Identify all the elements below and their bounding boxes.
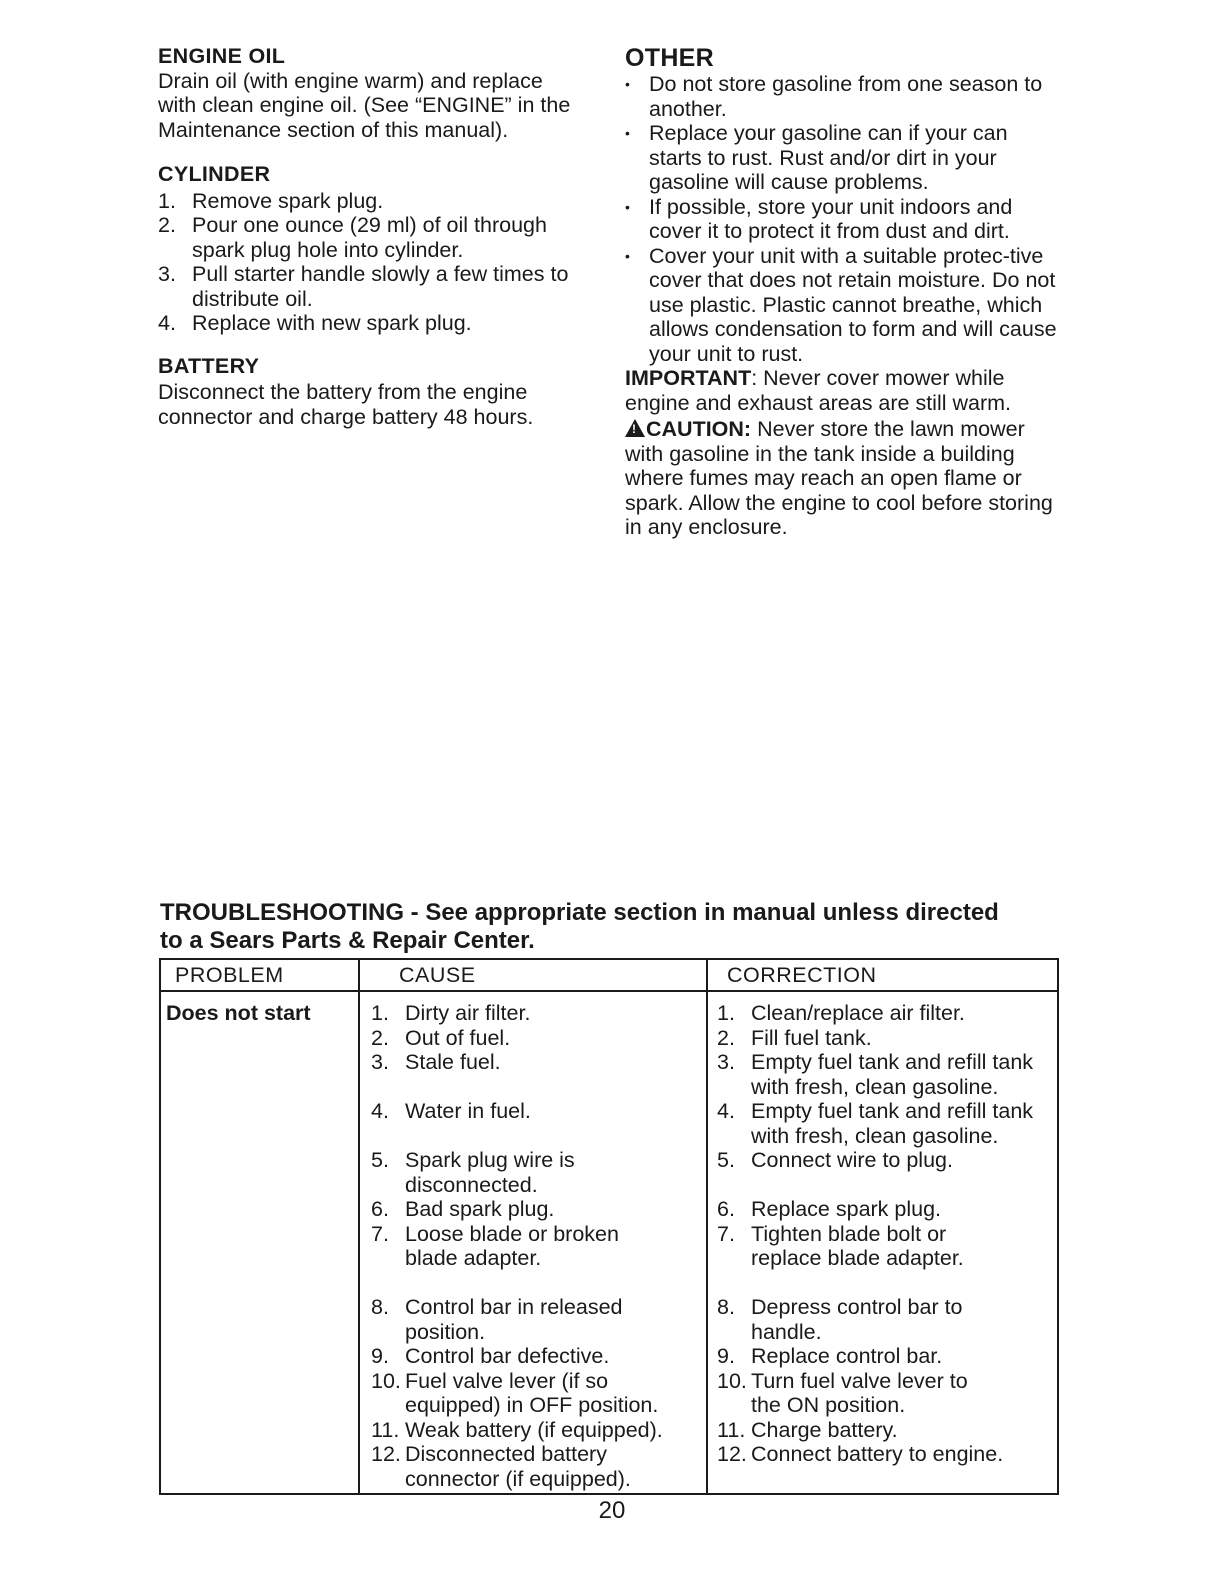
spacer — [371, 1124, 701, 1149]
important-note — [625, 366, 1050, 415]
table-row — [717, 1295, 1057, 1344]
list-item — [158, 262, 608, 311]
engine-oil-heading: ENGINE OIL — [158, 44, 286, 68]
table-row — [371, 1295, 701, 1344]
table-row — [371, 1148, 701, 1197]
table-row — [717, 1442, 1057, 1467]
troubleshooting-title-line: TROUBLESHOOTING - See appropriate section in manual unless directed — [160, 899, 999, 926]
header-divider — [161, 990, 1057, 992]
column-divider — [358, 960, 360, 1493]
list-item — [158, 213, 608, 262]
step-number: 2. — [158, 213, 176, 237]
caution-note — [625, 417, 1055, 540]
correction-number: 10. — [717, 1368, 747, 1393]
correction-number: 2. — [717, 1025, 735, 1050]
correction-text: Empty fuel tank and refill tank with fresh, clean gasoline. — [751, 1099, 1034, 1148]
table-row — [717, 1418, 1057, 1443]
spacer — [717, 1271, 1057, 1296]
cause-number: 12. — [371, 1442, 401, 1466]
correction-number: 8. — [717, 1295, 735, 1319]
cause-number: 6. — [371, 1197, 389, 1221]
cause-text: Out of fuel. — [405, 1025, 511, 1050]
important-label: IMPORTANT — [625, 366, 752, 390]
table-row — [717, 1026, 1057, 1051]
correction-text: Replace spark plug. — [751, 1197, 942, 1221]
cause-text: Control bar defective. — [405, 1344, 610, 1368]
correction-text: Depress control bar to handle. — [751, 1295, 963, 1344]
bullet-text: Cover your unit with a suitable protec-tive cover that does not retain moisture. Do not use plastic. Plastic cannot breathe, which allows condensation to form and will cause your unit to rust. — [649, 243, 1057, 366]
cause-number: 4. — [371, 1099, 389, 1123]
cause-number: 3. — [371, 1050, 389, 1074]
cause-text: Spark plug wire is disconnected. — [405, 1148, 575, 1197]
other-heading: OTHER — [625, 44, 714, 72]
important-text: : Never cover mower while engine and exhaust areas are still warm. — [625, 366, 1012, 415]
correction-number: 11. — [717, 1417, 746, 1442]
step-text: Remove spark plug. — [192, 188, 384, 213]
cause-number: 5. — [371, 1148, 389, 1172]
problem-header: PROBLEM — [175, 963, 284, 987]
battery-heading: BATTERY — [158, 353, 260, 378]
correction-number: 12. — [717, 1442, 747, 1466]
correction-text: Clean/replace air filter. — [751, 1001, 965, 1025]
cylinder-steps — [158, 189, 608, 336]
battery-section — [158, 354, 608, 430]
bullet-text: Do not store gasoline from one season to another. — [649, 72, 1043, 121]
spacer — [371, 1271, 701, 1296]
other-bullets — [625, 72, 1065, 366]
correction-text: Connect battery to engine. — [751, 1442, 1004, 1466]
correction-header: CORRECTION — [727, 963, 877, 987]
step-number: 1. — [158, 188, 176, 213]
table-row — [717, 1148, 1057, 1173]
correction-number: 3. — [717, 1050, 735, 1074]
correction-cell — [717, 1001, 1057, 1467]
correction-text: Turn fuel valve lever to the ON position. — [751, 1368, 968, 1417]
table-row — [717, 1050, 1057, 1099]
step-text: Pull starter handle slowly a few times to distribute oil. — [192, 262, 569, 311]
cause-text: Stale fuel. — [405, 1050, 501, 1074]
table-row — [371, 1099, 701, 1124]
cause-text: Control bar in released position. — [405, 1295, 623, 1344]
cause-number: 2. — [371, 1025, 389, 1050]
troubleshooting-title — [160, 899, 1060, 955]
left-column — [158, 44, 608, 449]
cause-text: Fuel valve lever (if so equipped) in OFF position. — [405, 1368, 659, 1417]
column-divider — [706, 960, 708, 1493]
engine-oil-section — [158, 44, 608, 142]
list-item — [625, 72, 1065, 121]
table-row — [717, 1344, 1057, 1369]
troubleshooting-table — [159, 958, 1059, 1495]
problem-cell: Does not start — [166, 1001, 311, 1025]
bullet-text: Replace your gasoline can if your can starts to rust. Rust and/or dirt in your gasoline will cause problems. — [649, 121, 1008, 194]
table-row — [717, 1222, 1057, 1271]
table-row — [371, 1222, 701, 1271]
caution-text: Never store the lawn mower with gasoline in the tank inside a building where fumes may reach an open flame or spark. Allow the engine to cool before storing in any enclosure. — [625, 417, 1053, 539]
cause-header: CAUSE — [399, 963, 476, 987]
step-number: 4. — [158, 311, 176, 335]
right-column — [625, 44, 1065, 540]
list-item — [625, 244, 1065, 367]
table-row — [371, 1344, 701, 1369]
table-row — [371, 1050, 701, 1075]
warning-triangle-icon: ! — [625, 419, 645, 437]
cause-text: Disconnected battery connector (if equipped). — [405, 1442, 631, 1491]
bullet-text: If possible, store your unit indoors and cover it to protect it from dust and dirt. — [649, 194, 1013, 243]
correction-number: 1. — [717, 1001, 735, 1025]
correction-text: Empty fuel tank and refill tank with fresh, clean gasoline. — [751, 1050, 1034, 1099]
bullet-icon: • — [625, 76, 630, 92]
list-item — [625, 195, 1065, 244]
spacer — [371, 1075, 701, 1100]
caution-label: CAUTION: — [646, 417, 752, 441]
battery-text: Disconnect the battery from the engine connector and charge battery 48 hours. — [158, 380, 534, 429]
correction-number: 4. — [717, 1099, 735, 1123]
spacer — [717, 1173, 1057, 1198]
cause-number: 10. — [371, 1368, 401, 1393]
cause-number: 8. — [371, 1295, 389, 1319]
cause-text: Weak battery (if equipped). — [405, 1417, 663, 1442]
troubleshooting-title-line: to a Sears Parts & Repair Center. — [160, 927, 535, 954]
list-item — [158, 311, 608, 336]
table-row — [717, 1001, 1057, 1026]
table-row — [717, 1369, 1057, 1418]
page-number: 20 — [598, 1497, 626, 1524]
cylinder-heading: CYLINDER — [158, 162, 271, 186]
cylinder-section — [158, 162, 608, 336]
cause-number: 11. — [371, 1417, 400, 1442]
bullet-icon: • — [625, 198, 630, 215]
cause-number: 1. — [371, 1001, 389, 1025]
table-row — [371, 1369, 701, 1418]
step-number: 3. — [158, 262, 176, 286]
correction-number: 6. — [717, 1197, 735, 1221]
cause-text: Water in fuel. — [405, 1099, 531, 1123]
cause-text: Loose blade or broken blade adapter. — [405, 1221, 619, 1270]
step-text: Pour one ounce (29 ml) of oil through spark plug hole into cylinder. — [192, 213, 547, 262]
correction-text: Connect wire to plug. — [751, 1148, 953, 1172]
cause-number: 9. — [371, 1344, 389, 1368]
table-row — [371, 1442, 701, 1491]
correction-number: 5. — [717, 1148, 735, 1172]
cause-number: 7. — [371, 1221, 389, 1246]
table-row — [371, 1001, 701, 1026]
cause-text: Dirty air filter. — [405, 1001, 531, 1025]
table-row — [371, 1418, 701, 1443]
correction-text: Charge battery. — [751, 1417, 898, 1442]
list-item — [625, 121, 1065, 195]
table-row — [717, 1099, 1057, 1148]
correction-number: 9. — [717, 1344, 735, 1368]
cause-text: Bad spark plug. — [405, 1197, 555, 1221]
table-row — [717, 1197, 1057, 1222]
table-row — [371, 1197, 701, 1222]
step-text: Replace with new spark plug. — [192, 311, 472, 335]
correction-text: Replace control bar. — [751, 1344, 943, 1368]
table-row — [371, 1026, 701, 1051]
bullet-icon: • — [625, 247, 630, 264]
cause-cell — [371, 1001, 701, 1491]
correction-text: Fill fuel tank. — [751, 1025, 872, 1050]
correction-text: Tighten blade bolt or replace blade adapter. — [751, 1221, 964, 1270]
list-item — [158, 189, 608, 214]
engine-oil-text: Drain oil (with engine warm) and replace with clean engine oil. (See “ENGINE” in the Maintenance section of this manual). — [158, 68, 571, 142]
bullet-icon: • — [625, 125, 630, 141]
correction-number: 7. — [717, 1221, 735, 1246]
